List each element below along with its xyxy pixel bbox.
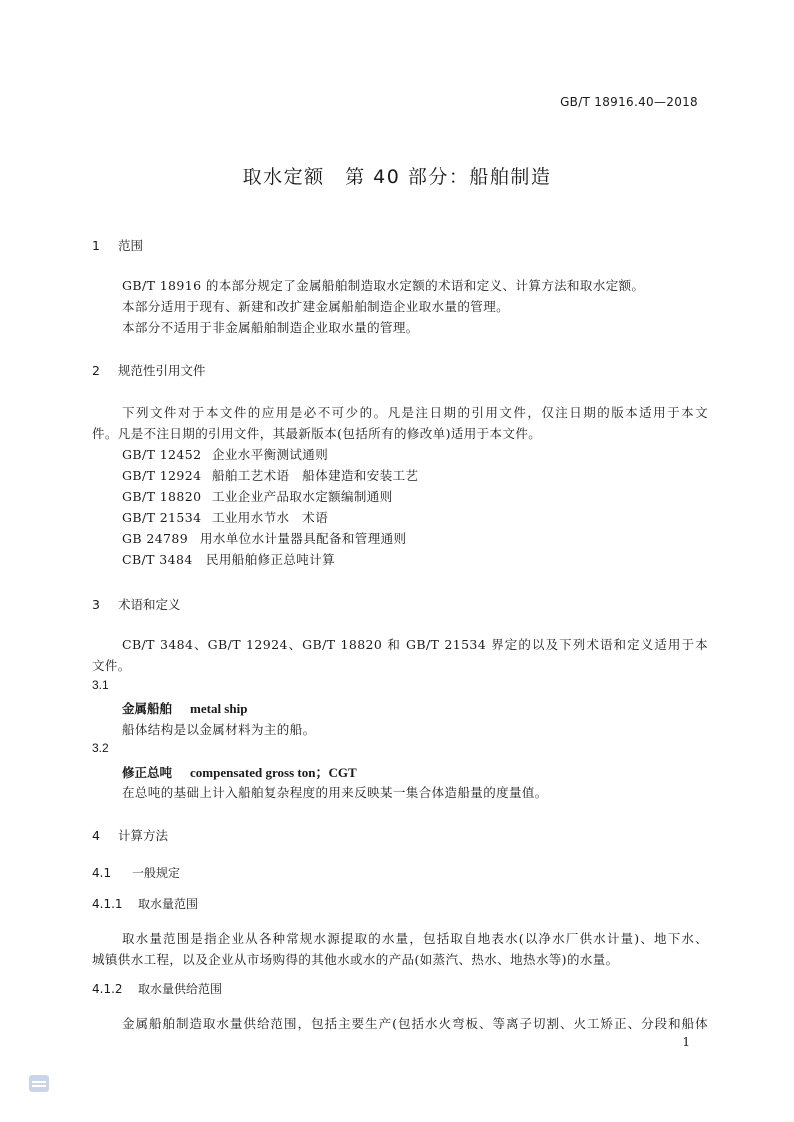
paragraph: 文件。 bbox=[92, 658, 131, 673]
paragraph: GB/T 18916 的本部分规定了金属船舶制造取水定额的术语和定义、计算方法和取水定额。 bbox=[122, 278, 645, 293]
term-english: compensated gross ton；CGT bbox=[190, 765, 357, 780]
reference-code: GB/T 12452 bbox=[122, 447, 202, 462]
term-definition: 在总吨的基础上计入船舶复杂程度的用来反映某一集合体造船量的度量值。 bbox=[122, 785, 548, 800]
subsection-title: 取水量供给范围 bbox=[138, 982, 223, 996]
term-number: 3.1 bbox=[92, 678, 109, 692]
paragraph: 取水量范围是指企业从各种常规水源提取的水量，包括取自地表水(以净水厂供水计量)、地下水、 bbox=[122, 931, 708, 946]
term-entry bbox=[122, 699, 247, 717]
reference-item bbox=[122, 529, 406, 547]
term-definition: 船体结构是以金属材料为主的船。 bbox=[122, 722, 316, 737]
subsection-title: 取水量范围 bbox=[138, 897, 199, 911]
section-title: 规范性引用文件 bbox=[118, 363, 206, 378]
reference-item bbox=[122, 550, 335, 568]
publisher-logo-icon bbox=[29, 1075, 49, 1092]
paragraph: 金属船舶制造取水量供给范围，包括主要生产(包括水火弯板、等离子切割、火工矫正、分段和船体 bbox=[122, 1016, 708, 1031]
standard-number: GB/T 18916.40—2018 bbox=[560, 95, 698, 109]
document-title: 取水定额 第 40 部分：船舶制造 bbox=[242, 166, 552, 188]
reference-title: 工业企业产品取水定额编制通则 bbox=[212, 489, 393, 504]
section-1-heading bbox=[92, 236, 143, 254]
subsection-heading bbox=[92, 895, 198, 912]
reference-code: GB/T 21534 bbox=[122, 510, 202, 525]
section-number: 4 bbox=[92, 828, 100, 843]
subsection-heading bbox=[92, 864, 180, 881]
paragraph: 本部分不适用于非金属船舶制造企业取水量的管理。 bbox=[122, 320, 419, 335]
reference-code: GB 24789 bbox=[122, 531, 189, 546]
paragraph: 件。凡是不注日期的引用文件，其最新版本(包括所有的修改单)适用于本文件。 bbox=[92, 426, 542, 441]
reference-code: CB/T 3484 bbox=[122, 552, 193, 567]
reference-title: 企业水平衡测试通则 bbox=[212, 447, 329, 462]
paragraph: 下列文件对于本文件的应用是必不可少的。凡是注日期的引用文件，仅注日期的版本适用于本文 bbox=[122, 405, 708, 420]
section-2-heading bbox=[92, 361, 206, 379]
paragraph: CB/T 3484、GB/T 12924、GB/T 18820 和 GB/T 21534 界定的以及下列术语和定义适用于本 bbox=[122, 637, 708, 652]
reference-item bbox=[122, 445, 328, 463]
subsection-number: 4.1 bbox=[92, 866, 112, 880]
term-entry bbox=[122, 762, 357, 781]
reference-code: GB/T 18820 bbox=[122, 489, 202, 504]
term-chinese: 修正总吨 bbox=[122, 765, 173, 780]
term-english: metal ship bbox=[190, 701, 248, 716]
page-number: 1 bbox=[682, 1035, 690, 1049]
section-number: 2 bbox=[92, 363, 100, 378]
reference-title: 民用船舶修正总吨计算 bbox=[206, 552, 336, 567]
reference-title: 用水单位水计量器具配备和管理通则 bbox=[200, 531, 407, 546]
subsection-number: 4.1.2 bbox=[92, 982, 123, 996]
term-number: 3.2 bbox=[92, 741, 109, 755]
reference-title: 工业用水节水 术语 bbox=[212, 510, 329, 525]
section-number: 3 bbox=[92, 597, 100, 612]
section-title: 术语和定义 bbox=[118, 597, 181, 612]
section-4-heading bbox=[92, 826, 168, 844]
reference-item bbox=[122, 466, 418, 484]
paragraph: 城镇供水工程，以及企业从市场购得的其他水或水的产品(如蒸汽、热水、地热水等)的水量。 bbox=[92, 952, 619, 967]
section-number: 1 bbox=[92, 238, 100, 253]
reference-code: GB/T 12924 bbox=[122, 468, 202, 483]
section-title: 计算方法 bbox=[118, 828, 169, 843]
subsection-title: 一般规定 bbox=[132, 866, 181, 880]
reference-item bbox=[122, 487, 393, 505]
subsection-heading bbox=[92, 980, 222, 997]
reference-title: 船舶工艺术语 船体建造和安装工艺 bbox=[212, 468, 419, 483]
section-title: 范围 bbox=[118, 238, 144, 253]
section-3-heading bbox=[92, 595, 181, 613]
subsection-number: 4.1.1 bbox=[92, 897, 123, 911]
reference-item bbox=[122, 508, 328, 526]
term-chinese: 金属船舶 bbox=[122, 701, 173, 716]
paragraph: 本部分适用于现有、新建和改扩建金属船舶制造企业取水量的管理。 bbox=[122, 299, 510, 314]
